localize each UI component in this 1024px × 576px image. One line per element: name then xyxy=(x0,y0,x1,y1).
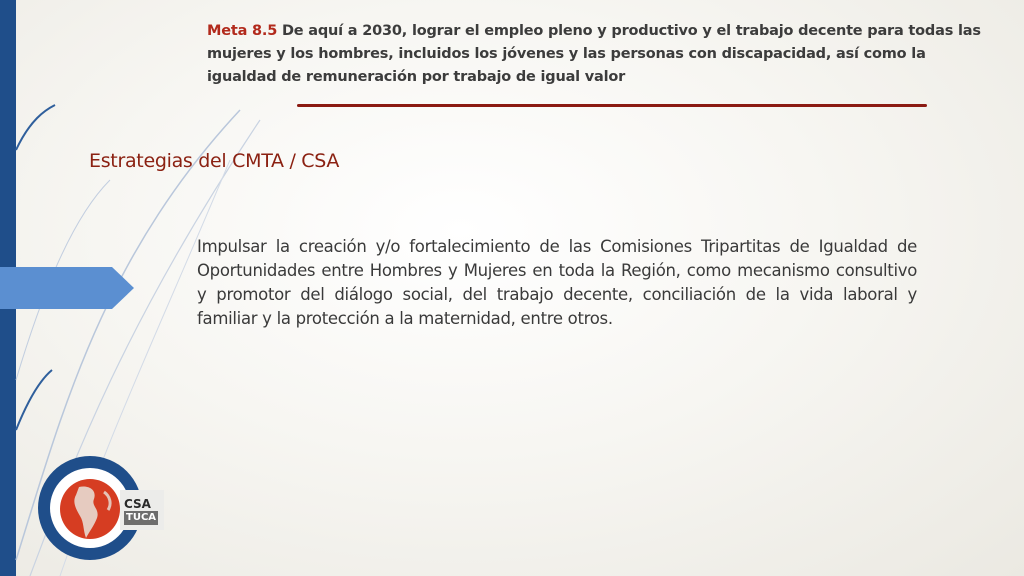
logo-tuca-label: TUCA xyxy=(126,512,157,523)
logo-text xyxy=(124,497,158,525)
section-heading: Estrategias del CMTA / CSA xyxy=(89,150,340,172)
arrow-tab-icon xyxy=(0,267,134,309)
meta-text: De aquí a 2030, lograr el empleo pleno y productivo y el trabajo decente para todas las mujeres y los hombres, incluidos los jóvenes y las personas con discapacidad, así como la igualdad de remuneración por trabajo de igual valor xyxy=(207,23,981,85)
title-divider xyxy=(297,104,927,107)
meta-label: Meta 8.5 xyxy=(207,23,278,39)
logo-csa-label: CSA xyxy=(124,497,151,511)
meta-statement xyxy=(207,20,987,89)
body-paragraph: Impulsar la creación y/o fortalecimiento de las Comisiones Tripartitas de Igualdad de Oportunidades entre Hombres y Mujeres en toda la Región, como mecanismo consultivo y promotor del diálogo social, del trabajo decente, conciliación de la vida laboral y familiar y la protección a la maternidad, entre otros. xyxy=(197,237,917,328)
